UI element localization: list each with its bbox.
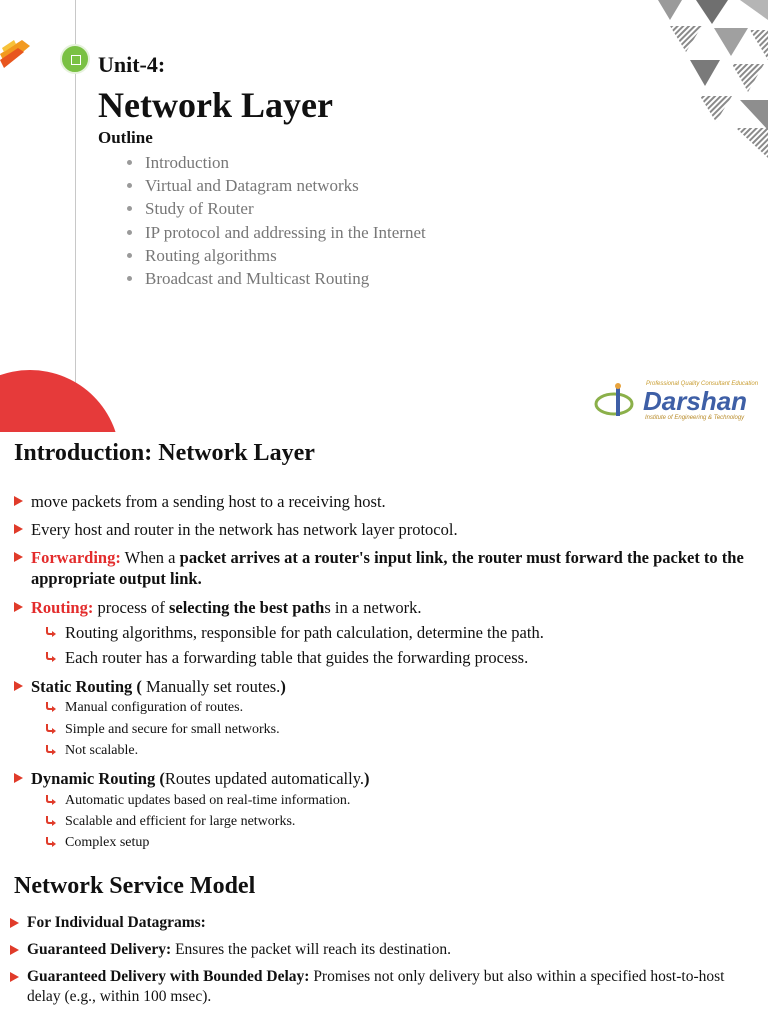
- triangle-bullet-icon: [14, 552, 23, 562]
- rocket-decoration-icon: [0, 18, 32, 72]
- red-arc-decoration: [0, 370, 120, 432]
- sub-bullet-item: Simple and secure for small networks.: [45, 721, 280, 739]
- bullet-item: Guaranteed Delivery with Bounded Delay: Promises not only delivery but also within a specified host-to-host delay (e.g., within 100 msec).: [10, 967, 750, 1007]
- bullet-item-static-routing: Static Routing ( Manually set routes.): [14, 676, 754, 697]
- slide-title: Introduction: Network Layer: [14, 440, 315, 466]
- darshan-logo-icon: [594, 382, 644, 422]
- outline-item: Introduction: [125, 151, 426, 174]
- title-slide: [0, 0, 768, 432]
- bullet-item: Guaranteed Delivery: Ensures the packet will reach its destination.: [10, 940, 750, 960]
- outline-heading: Outline: [98, 128, 153, 147]
- outline-item: IP protocol and addressing in the Internet: [125, 221, 426, 244]
- bullet-item: Every host and router in the network has network layer protocol.: [14, 519, 754, 540]
- geometric-pattern-decoration: [640, 0, 768, 160]
- bullet-item-forwarding: Forwarding: When a packet arrives at a router's input link, the router must forward the packet to the appropriate output link.: [14, 547, 754, 589]
- sub-bullet-item: Complex setup: [45, 834, 149, 852]
- triangle-bullet-icon: [10, 918, 19, 928]
- curved-arrow-icon: [45, 836, 57, 848]
- triangle-bullet-icon: [14, 524, 23, 534]
- outline-item: Broadcast and Multicast Routing: [125, 267, 426, 290]
- bullet-icon: [127, 253, 132, 258]
- bullet-icon: [127, 276, 132, 281]
- unit-label: Unit-4:: [98, 52, 166, 77]
- outline-item: Virtual and Datagram networks: [125, 174, 426, 197]
- bullet-item: move packets from a sending host to a receiving host.: [14, 491, 754, 512]
- curved-arrow-icon: [45, 723, 57, 735]
- curved-arrow-icon: [45, 794, 57, 806]
- bullet-icon: [127, 183, 132, 188]
- curved-arrow-icon: [45, 626, 57, 638]
- slide-title: Network Service Model: [14, 873, 256, 899]
- sub-bullet-item: Scalable and efficient for large networks.: [45, 813, 295, 831]
- triangle-bullet-icon: [10, 972, 19, 982]
- page-title: Network Layer: [98, 85, 333, 125]
- logo-tagline-bottom: Institute of Engineering & Technology: [645, 415, 745, 421]
- logo-tagline-top: Professional Quality Consultant Education: [646, 381, 759, 387]
- triangle-bullet-icon: [10, 945, 19, 955]
- curved-arrow-icon: [45, 651, 57, 663]
- sub-bullet-item: Each router has a forwarding table that guides the forwarding process.: [45, 647, 528, 668]
- sub-bullet-item: Not scalable.: [45, 742, 138, 760]
- triangle-bullet-icon: [14, 773, 23, 783]
- sub-bullet-item: Automatic updates based on real-time information.: [45, 792, 350, 810]
- bullet-icon: [127, 230, 132, 235]
- logo-name: Darshan: [643, 386, 748, 416]
- outline-item: Routing algorithms: [125, 244, 426, 267]
- bullet-item-routing: Routing: process of selecting the best paths in a network.: [14, 597, 754, 618]
- sub-bullet-item: Routing algorithms, responsible for path calculation, determine the path.: [45, 622, 544, 643]
- sub-bullet-item: Manual configuration of routes.: [45, 699, 243, 717]
- bullet-icon: [127, 160, 132, 165]
- curved-arrow-icon: [45, 744, 57, 756]
- triangle-bullet-icon: [14, 602, 23, 612]
- timeline-dot-icon: [60, 44, 90, 74]
- bullet-item-dynamic-routing: Dynamic Routing (Routes updated automatically.): [14, 768, 754, 789]
- bullet-item: For Individual Datagrams:: [10, 913, 750, 933]
- curved-arrow-icon: [45, 815, 57, 827]
- outline-list: [125, 151, 426, 290]
- outline-item: Study of Router: [125, 197, 426, 220]
- curved-arrow-icon: [45, 701, 57, 713]
- triangle-bullet-icon: [14, 681, 23, 691]
- bullet-icon: [127, 206, 132, 211]
- triangle-bullet-icon: [14, 496, 23, 506]
